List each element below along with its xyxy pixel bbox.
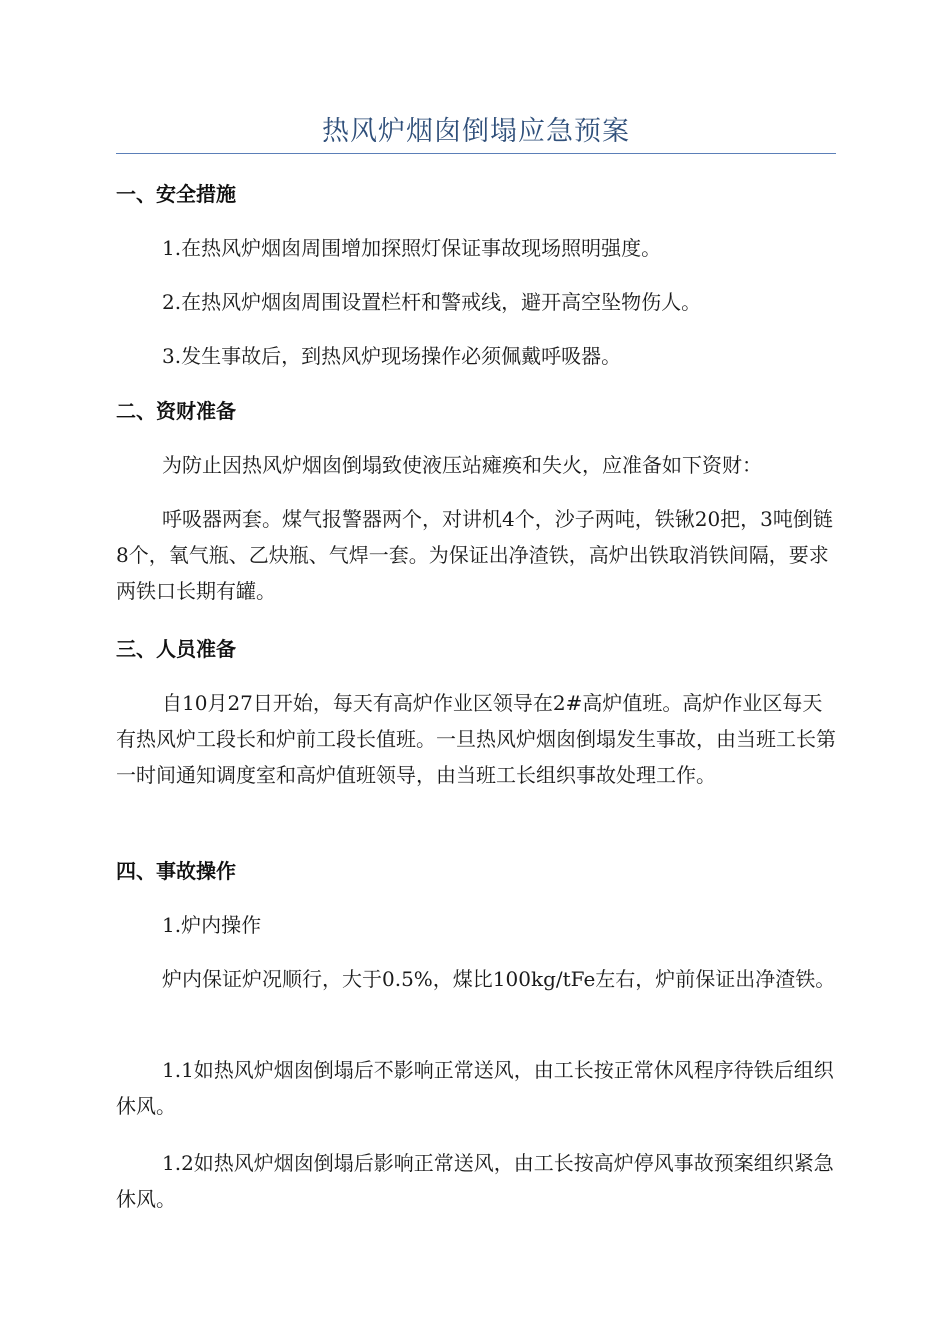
paragraph: 呼吸器两套。煤气报警器两个，对讲机4个，沙子两吨，铁锹20把，3吨倒链8个，氧气瓶、乙炔瓶、气焊一套。为保证出净渣铁，高炉出铁取消铁间隔，要求两铁口长期有罐。 [116,507,833,603]
paragraph: 3.发生事故后，到热风炉现场操作必须佩戴呼吸器。 [162,344,622,368]
paragraph: 自10月27日开始，每天有高炉作业区领导在2#高炉值班。高炉作业区每天有热风炉工段长和炉前工段长值班。一旦热风炉烟囱倒塌发生事故，由当班工长第一时间通知调度室和高炉值班领导，由当班工长组织事故处理工作。 [116,691,836,787]
paragraph: 1.在热风炉烟囱周围增加探照灯保证事故现场照明强度。 [162,236,662,260]
paragraph: 1.1如热风炉烟囱倒塌后不影响正常送风，由工长按正常休风程序待铁后组织休风。 [116,1058,834,1118]
section-heading-operations: 四、事故操作 [116,859,236,883]
section-heading-materials: 二、资财准备 [116,399,236,423]
paragraph: 2.在热风炉烟囱周围设置栏杆和警戒线，避开高空坠物伤人。 [162,290,702,314]
section-heading-safety: 一、安全措施 [116,182,236,206]
section-heading-personnel: 三、人员准备 [116,637,236,661]
document-title: 热风炉烟囱倒塌应急预案 [322,116,630,147]
paragraph: 炉内保证炉况顺行，大于0.5%，煤比100kg/tFe左右，炉前保证出净渣铁。 [162,967,836,991]
paragraph: 为防止因热风炉烟囱倒塌致使液压站瘫痪和失火，应准备如下资财： [162,453,762,477]
paragraph: 1.炉内操作 [162,913,262,937]
paragraph: 1.2如热风炉烟囱倒塌后影响正常送风，由工长按高炉停风事故预案组织紧急休风。 [116,1151,834,1211]
title-underline [116,153,836,154]
